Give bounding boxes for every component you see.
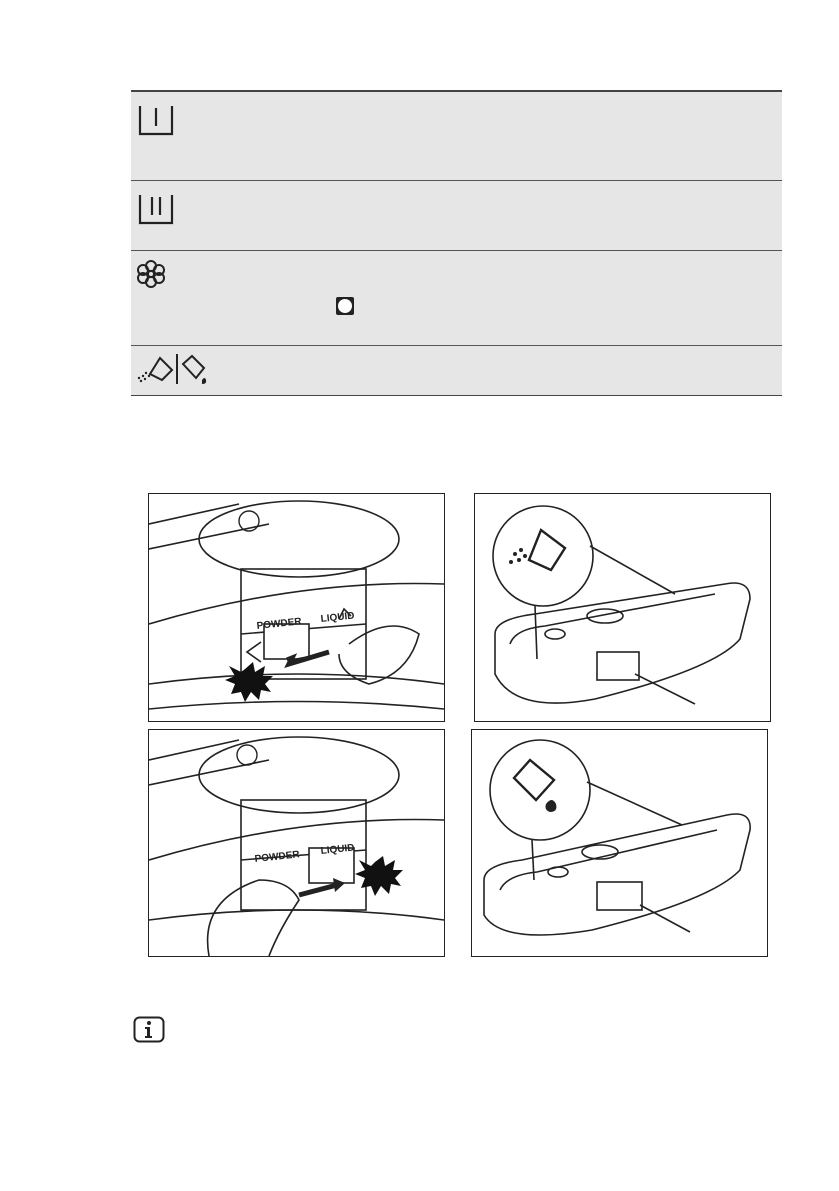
liquid-label: LIQUID [320,610,356,625]
flap-slide-left-figure [148,493,445,722]
table-row-main-wash [131,181,782,251]
fabric-softener-flower-icon [136,259,166,289]
info-icon [133,1016,165,1043]
powder-label: POWDER [254,849,301,865]
small-square-icon [334,295,356,317]
dispenser-powder-figure [474,493,771,722]
main-wash-compartment-icon [136,189,176,229]
powder-liquid-flap-icon [136,350,211,390]
dispenser-powder-position-illustration [475,494,770,721]
liquid-label: LIQUID [320,842,356,857]
table-row-prewash [131,92,782,181]
powder-label: POWDER [256,616,303,632]
compartment-table [131,90,782,396]
flap-slide-right-figure [148,729,445,957]
table-row-flap [131,346,782,394]
flap-slide-left-illustration [149,494,444,721]
dispenser-liquid-position-illustration [472,730,767,956]
flap-slide-right-illustration [149,730,444,956]
prewash-compartment-icon [136,100,176,140]
table-row-softener [131,251,782,346]
dispenser-liquid-figure [471,729,768,957]
